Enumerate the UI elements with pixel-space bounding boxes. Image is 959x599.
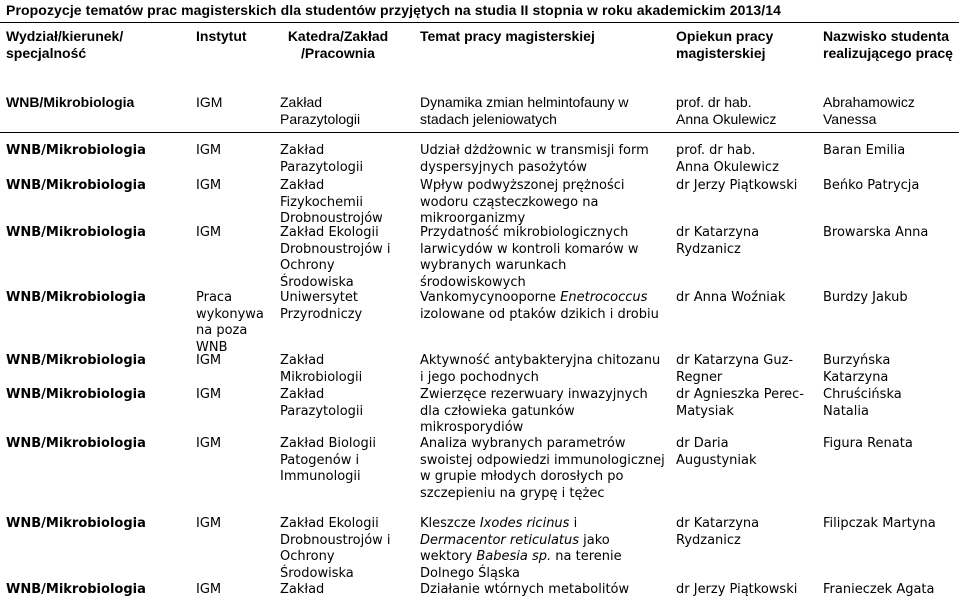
cell-faculty: WNB/Mikrobiologia [6, 436, 146, 451]
cell-supervisor: dr Jerzy Piątkowski [676, 178, 798, 193]
cell-student: Chruścińska Natalia [823, 387, 902, 419]
cell-department: Zakład Fizykochemii Drobnoustrojów [280, 178, 383, 226]
cell-faculty: WNB/Mikrobiologia [6, 178, 146, 193]
page-title: Propozycje tematów prac magisterskich dla studentów przyjętych na studia II stopnia w roku akademickim 2013/14 [6, 2, 782, 18]
cell-faculty: WNB/Mikrobiologia [6, 582, 146, 597]
cell-supervisor: dr Jerzy Piątkowski [676, 582, 798, 597]
cell-department: Zakład Parazytologii [280, 387, 364, 419]
cell-institute: IGM [196, 436, 222, 451]
cell-student: Abrahamowicz Vanessa [823, 94, 915, 127]
cell-topic: Wpływ podwyższonej prężności wodoru cząsteczkowego na mikroorganizmy [420, 178, 625, 226]
cell-student: Baran Emilia [823, 143, 906, 158]
cell-institute: IGM [196, 94, 223, 110]
cell-topic: Dynamika zmian helmintofauny w stadach jeleniowatych [420, 94, 629, 127]
col-header-topic: Temat pracy magisterskiej [420, 28, 595, 44]
cell-supervisor: prof. dr hab. Anna Okulewicz [676, 143, 779, 175]
cell-supervisor: dr Daria Augustyniak [676, 436, 757, 468]
col-header-faculty: Wydział/kierunek/ specjalność [6, 28, 124, 61]
col-header-institute: Instytut [196, 28, 247, 44]
cell-supervisor: dr Katarzyna Guz-Regner [676, 353, 794, 385]
cell-student: Filipczak Martyna [823, 516, 936, 531]
cell-topic: Vankomycynooporne Enetrococcus izolowane od ptaków dzikich i drobiu [420, 290, 659, 322]
cell-topic: Analiza wybranych parametrów swoistej odpowiedzi immunologicznej w grupie młodych dorosłych po szczepieniu na grypę i tężec [420, 436, 665, 501]
col-header-student: Nazwisko studenta realizującego pracę [823, 28, 953, 61]
cell-faculty: WNB/Mikrobiologia [6, 353, 146, 368]
cell-institute: IGM [196, 178, 222, 193]
cell-topic: Udział dżdżownic w transmisji form dyspersyjnych pasożytów [420, 143, 649, 175]
col-header-supervisor: Opiekun pracy magisterskiej [676, 28, 774, 61]
cell-supervisor: dr Katarzyna Rydzanicz [676, 516, 760, 548]
title-rule [0, 22, 959, 23]
cell-institute: IGM [196, 143, 222, 158]
cell-student: Beńko Patrycja [823, 178, 920, 193]
cell-department: Zakład Parazytologii [280, 94, 361, 127]
cell-faculty: WNB/Mikrobiologia [6, 290, 146, 305]
cell-supervisor: dr Agnieszka Perec-Matysiak [676, 387, 804, 419]
cell-faculty: WNB/Mikrobiologia [6, 143, 146, 158]
cell-student: Browarska Anna [823, 225, 929, 240]
cell-department: Zakład [280, 582, 325, 597]
cell-topic: Zwierzęce rezerwuary inwazyjnych dla człowieka gatunków mikrosporydiów [420, 387, 648, 435]
cell-institute: IGM [196, 516, 222, 531]
cell-student: Franieczek Agata [823, 582, 935, 597]
cell-supervisor: prof. dr hab. Anna Okulewicz [676, 94, 777, 127]
cell-department: Zakład Parazytologii [280, 143, 364, 175]
cell-institute: IGM [196, 225, 222, 240]
cell-department: Uniwersytet Przyrodniczy [280, 290, 363, 322]
cell-student: Burdzy Jakub [823, 290, 908, 305]
cell-department: Zakład Mikrobiologii [280, 353, 363, 385]
cell-supervisor: dr Anna Woźniak [676, 290, 786, 305]
cell-institute: IGM [196, 387, 222, 402]
cell-supervisor: dr Katarzyna Rydzanicz [676, 225, 760, 257]
cell-topic: Aktywność antybakteryjna chitozanu i jego pochodnych [420, 353, 661, 385]
cell-topic: Działanie wtórnych metabolitów [420, 582, 630, 597]
cell-department: Zakład Ekologii Drobnoustrojów i Ochrony Środowiska [280, 225, 391, 290]
cell-topic: Kleszcze Ixodes ricinus i Dermacentor reticulatus jako wektory Babesia sp. na terenie Dolnego Śląska [420, 516, 622, 581]
cell-student: Burzyńska Katarzyna [823, 353, 891, 385]
col-header-department: Katedra/Zakład /Pracownia [287, 28, 389, 61]
cell-institute: Praca wykonywa na poza WNB [196, 290, 264, 355]
cell-faculty: WNB/Mikrobiologia [6, 225, 146, 240]
cell-department: Zakład Ekologii Drobnoustrojów i Ochrony Środowiska [280, 516, 391, 581]
cell-faculty: WNB/Mikrobiologia [6, 516, 146, 531]
cell-topic: Przydatność mikrobiologicznych larwicydów w kontroli komarów w wybranych warunkach środowiskowych [420, 225, 639, 290]
cell-institute: IGM [196, 582, 222, 597]
cell-student: Figura Renata [823, 436, 913, 451]
cell-department: Zakład Biologii Patogenów i Immunologii [280, 436, 376, 484]
cell-faculty: WNB/Mikrobiologia [6, 387, 146, 402]
header-rule [0, 132, 959, 133]
cell-institute: IGM [196, 353, 222, 368]
cell-faculty: WNB/Mikrobiologia [6, 94, 135, 110]
